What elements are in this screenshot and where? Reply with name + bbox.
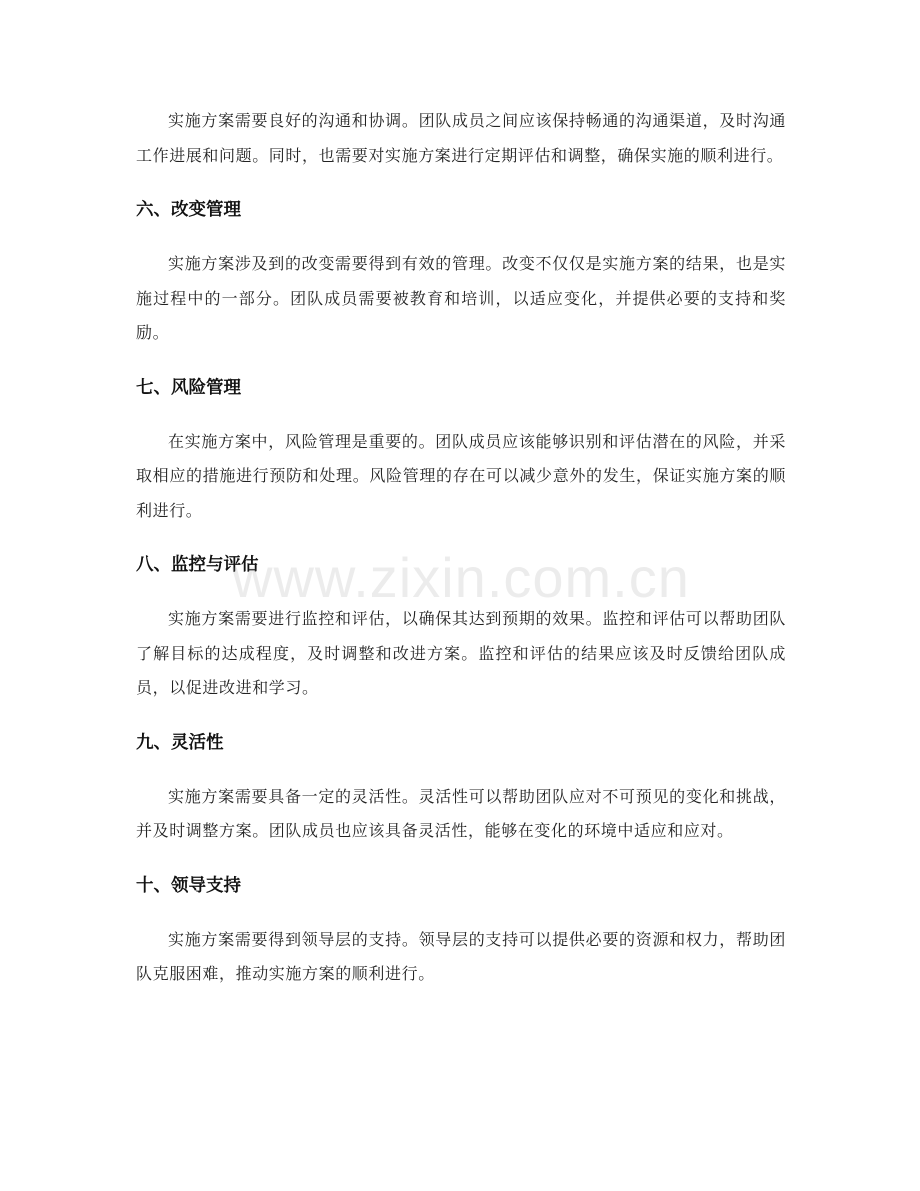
section-heading: 九、灵活性 bbox=[136, 732, 224, 753]
section-paragraph: 实施方案需要得到领导层的支持。领导层的支持可以提供必要的资源和权力，帮助团队克服困难，推动实施方案的顺利进行。 bbox=[136, 929, 786, 983]
document-content bbox=[136, 104, 786, 1012]
section-paragraph: 实施方案涉及到的改变需要得到有效的管理。改变不仅仅是实施方案的结果，也是实施过程中的一部分。团队成员需要被教育和培训，以适应变化，并提供必要的支持和奖励。 bbox=[136, 254, 786, 342]
section-heading: 八、监控与评估 bbox=[136, 555, 259, 575]
watermark-text: www.zixin.com.cn bbox=[232, 546, 690, 609]
section-heading: 六、改变管理 bbox=[136, 200, 241, 220]
section-paragraph: 实施方案需要进行监控和评估，以确保其达到预期的效果。监控和评估可以帮助团队了解目标的达成程度，及时调整和改进方案。监控和评估的结果应该及时反馈给团队成员，以促进改进和学习。 bbox=[136, 609, 786, 697]
intro-paragraph: 实施方案需要良好的沟通和协调。团队成员之间应该保持畅通的沟通渠道，及时沟通工作进展和问题。同时，也需要对实施方案进行定期评估和调整，确保实施的顺利进行。 bbox=[136, 111, 786, 165]
section-paragraph: 在实施方案中，风险管理是重要的。团队成员应该能够识别和评估潜在的风险，并采取相应的措施进行预防和处理。风险管理的存在可以减少意外的发生，保证实施方案的顺利进行。 bbox=[136, 431, 786, 520]
section-change-management bbox=[136, 193, 786, 351]
section-monitoring-evaluation bbox=[136, 548, 786, 706]
section-leadership-support bbox=[136, 869, 786, 992]
section-heading: 七、风险管理 bbox=[136, 377, 241, 398]
section-heading: 十、领导支持 bbox=[136, 875, 241, 896]
section-risk-management bbox=[136, 371, 786, 529]
section-paragraph: 实施方案需要具备一定的灵活性。灵活性可以帮助团队应对不可预见的变化和挑战，并及时调整方案。团队成员也应该具备灵活性，能够在变化的环境中适应和应对。 bbox=[136, 786, 786, 840]
section-flexibility bbox=[136, 726, 786, 849]
